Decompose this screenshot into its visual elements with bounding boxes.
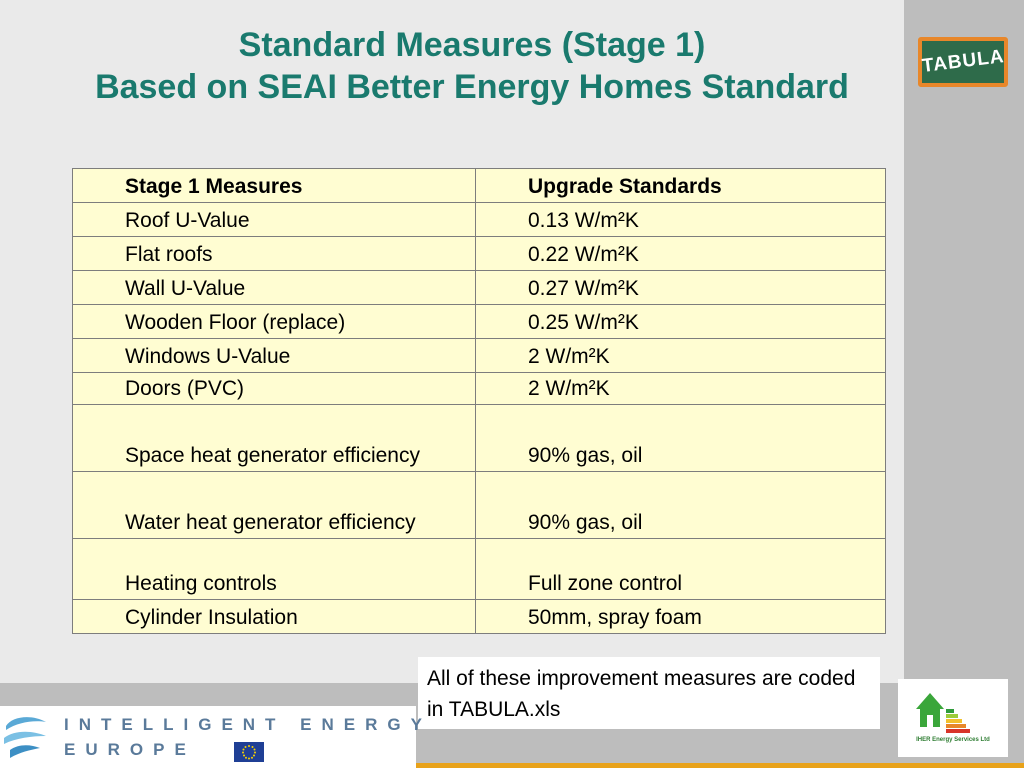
table-row (73, 203, 886, 237)
measure-cell: Roof U-Value (73, 203, 476, 237)
table-row (73, 339, 886, 373)
standard-cell: 2 W/m²K (476, 373, 886, 405)
table-header-row (73, 169, 886, 203)
standard-cell: 90% gas, oil (476, 405, 886, 472)
standard-cell: Full zone control (476, 539, 886, 600)
title-line-2: Based on SEAI Better Energy Homes Standard (95, 68, 849, 106)
right-gray-band (904, 0, 1024, 768)
measure-cell: Heating controls (73, 539, 476, 600)
slide-title (0, 24, 944, 108)
iee-wordmark-line2: EUROPE (64, 740, 196, 759)
standard-cell: 0.25 W/m²K (476, 305, 886, 339)
measure-cell: Windows U-Value (73, 339, 476, 373)
measure-cell: Cylinder Insulation (73, 600, 476, 634)
intelligent-energy-europe-logo-icon (2, 708, 48, 764)
iher-caption: IHER Energy Services Ltd (916, 737, 990, 743)
standard-cell: 0.13 W/m²K (476, 203, 886, 237)
table-row (73, 539, 886, 600)
iher-house-icon (898, 679, 1008, 737)
table-row (73, 271, 886, 305)
measure-cell: Space heat generator efficiency (73, 405, 476, 472)
measure-cell: Water heat generator efficiency (73, 472, 476, 539)
standard-cell: 0.27 W/m²K (476, 271, 886, 305)
footer-accent-line (416, 763, 1024, 768)
eu-flag-icon (234, 742, 264, 762)
tabula-logo (918, 37, 1008, 87)
standard-cell: 0.22 W/m²K (476, 237, 886, 271)
title-line-1: Standard Measures (Stage 1) (238, 26, 706, 64)
standard-cell: 2 W/m²K (476, 339, 886, 373)
measure-cell: Wall U-Value (73, 271, 476, 305)
iee-wordmark-line1: INTELLIGENT ENERGY (64, 715, 432, 734)
measure-cell: Flat roofs (73, 237, 476, 271)
iher-logo (898, 679, 1008, 757)
header-measures: Stage 1 Measures (73, 169, 476, 203)
table-row (73, 237, 886, 271)
table-row (73, 305, 886, 339)
measure-cell: Doors (PVC) (73, 373, 476, 405)
note-box (418, 657, 880, 729)
table-row (73, 600, 886, 634)
standard-cell: 90% gas, oil (476, 472, 886, 539)
table-row (73, 405, 886, 472)
standard-cell: 50mm, spray foam (476, 600, 886, 634)
table-row (73, 472, 886, 539)
tabula-logo-text: TABULA (920, 46, 1006, 77)
measure-cell: Wooden Floor (replace) (73, 305, 476, 339)
note-text: All of these improvement measures are coded in TABULA.xls (427, 667, 856, 721)
header-standards: Upgrade Standards (476, 169, 886, 203)
table-row (73, 373, 886, 405)
measures-table (72, 168, 886, 634)
